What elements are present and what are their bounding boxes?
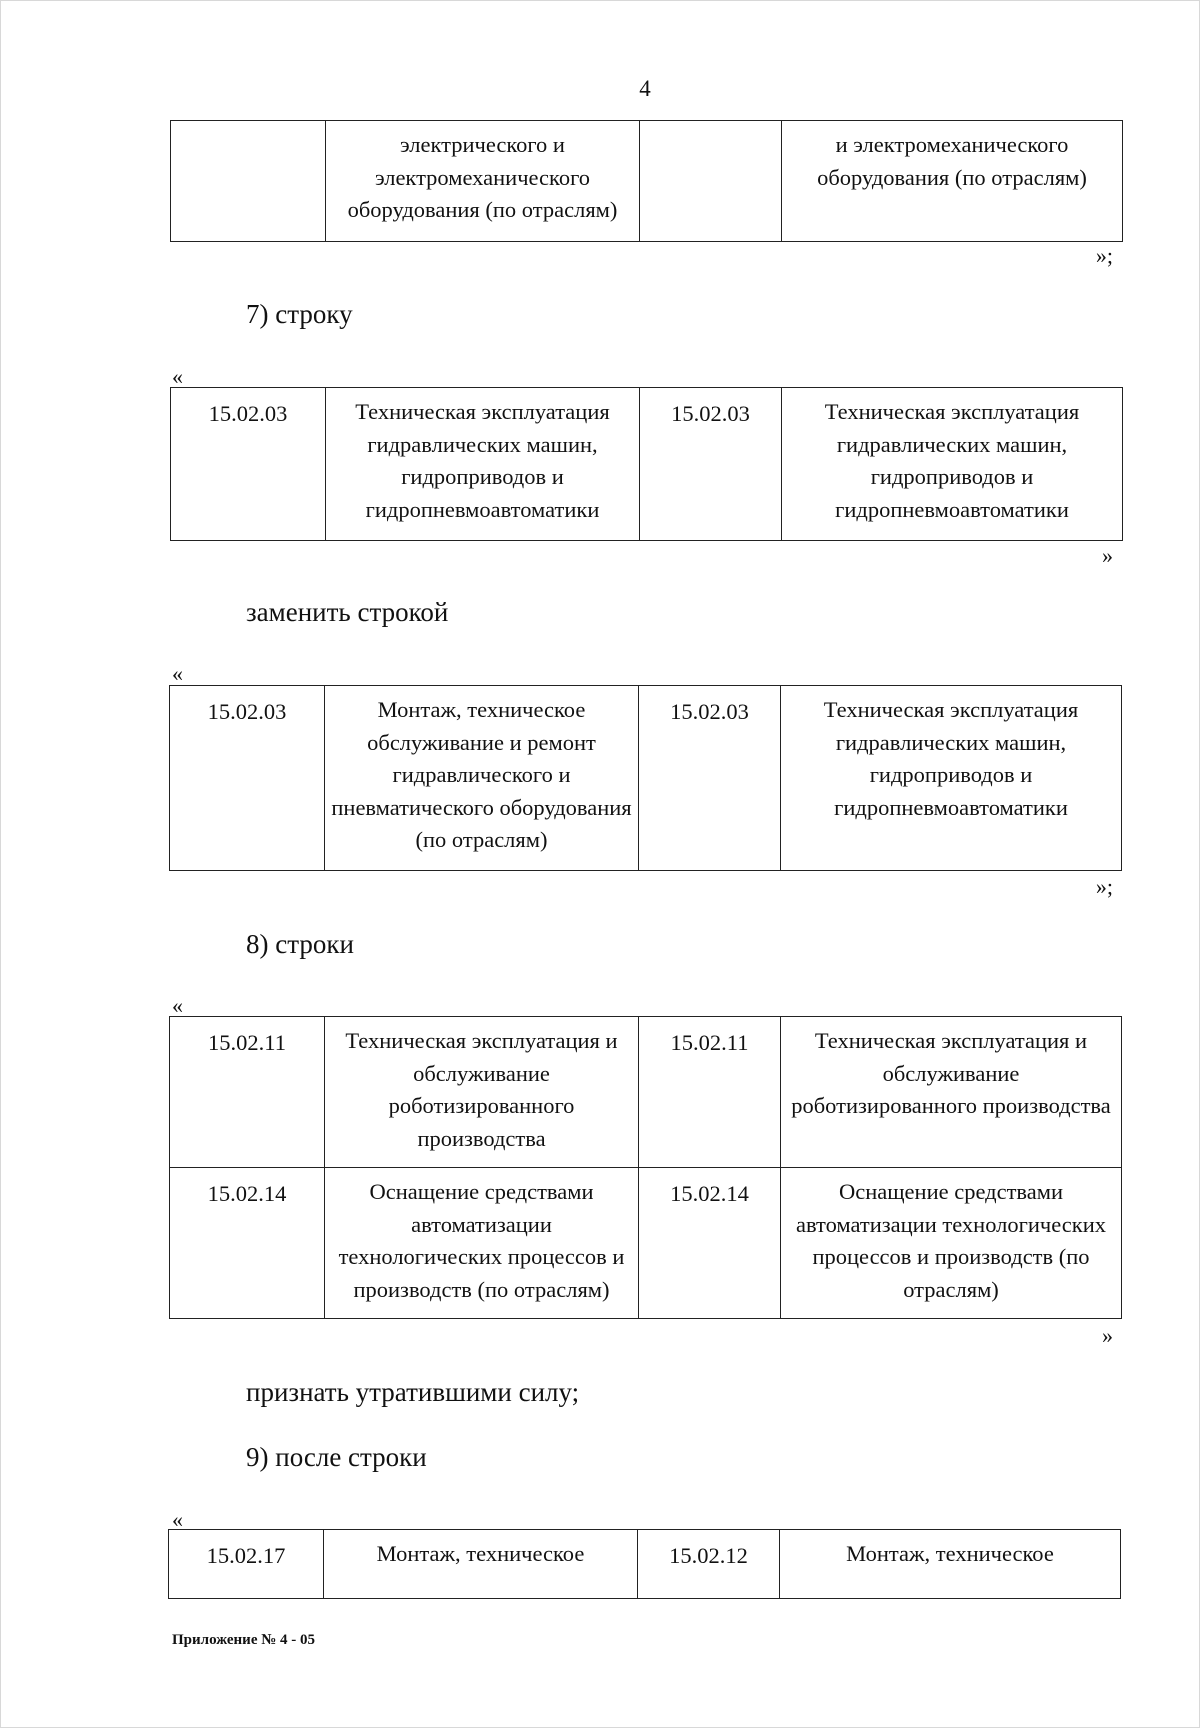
code-cell: 15.02.14 bbox=[170, 1168, 325, 1319]
page-number: 4 bbox=[639, 76, 651, 101]
closing-quote: » bbox=[1102, 1323, 1113, 1348]
closing-quote: »; bbox=[1095, 874, 1113, 899]
table-row bbox=[170, 686, 1122, 871]
name-cell: Техническая эксплуатация и обслуживание роботизированного производства bbox=[781, 1017, 1122, 1168]
name-cell: Техническая эксплуатация гидравлических машин, гидроприводов и гидропневмоавтоматики bbox=[326, 388, 640, 541]
table-item-7 bbox=[170, 387, 1123, 541]
name-cell: и электромеханического оборудования (по отраслям) bbox=[782, 121, 1123, 242]
code-cell: 15.02.17 bbox=[169, 1530, 324, 1599]
opening-quote: « bbox=[172, 1507, 183, 1532]
item-8-heading: 8) строки bbox=[246, 929, 354, 959]
opening-quote: « bbox=[172, 364, 183, 389]
code-cell: 15.02.03 bbox=[171, 388, 326, 541]
table-item-9 bbox=[168, 1529, 1121, 1599]
table-item-8 bbox=[169, 1016, 1122, 1319]
code-cell bbox=[640, 121, 782, 242]
table-row bbox=[170, 1017, 1122, 1168]
table-row bbox=[171, 121, 1123, 242]
name-cell: Оснащение средствами автоматизации технологических процессов и производств (по отраслям) bbox=[325, 1168, 639, 1319]
code-cell bbox=[171, 121, 326, 242]
code-cell: 15.02.11 bbox=[639, 1017, 781, 1168]
code-cell: 15.02.03 bbox=[640, 388, 782, 541]
code-cell: 15.02.03 bbox=[170, 686, 325, 871]
table-row bbox=[170, 1168, 1122, 1319]
name-cell: Оснащение средствами автоматизации технологических процессов и производств (по отраслям) bbox=[781, 1168, 1122, 1319]
item-7-heading: 7) строку bbox=[246, 299, 353, 329]
name-cell: Техническая эксплуатация и обслуживание роботизированного производства bbox=[325, 1017, 639, 1168]
code-cell: 15.02.12 bbox=[638, 1530, 780, 1599]
code-cell: 15.02.11 bbox=[170, 1017, 325, 1168]
name-cell: Техническая эксплуатация гидравлических машин, гидроприводов и гидропневмоавтоматики bbox=[781, 686, 1122, 871]
closing-quote: » bbox=[1102, 543, 1113, 568]
name-cell: Монтаж, техническое bbox=[324, 1530, 638, 1599]
table-row bbox=[169, 1530, 1121, 1599]
name-cell: Монтаж, техническое обслуживание и ремонт гидравлического и пневматического оборудования (по отраслям) bbox=[325, 686, 639, 871]
name-cell: Монтаж, техническое bbox=[780, 1530, 1121, 1599]
opening-quote: « bbox=[172, 993, 183, 1018]
replace-heading: заменить строкой bbox=[246, 597, 449, 627]
item-9-heading: 9) после строки bbox=[246, 1442, 427, 1472]
closing-quote: »; bbox=[1095, 243, 1113, 268]
opening-quote: « bbox=[172, 661, 183, 686]
name-cell: Техническая эксплуатация гидравлических машин, гидроприводов и гидропневмоавтоматики bbox=[782, 388, 1123, 541]
footer-appendix-label: Приложение № 4 - 05 bbox=[172, 1632, 316, 1648]
table-replace bbox=[169, 685, 1122, 871]
table-row bbox=[171, 388, 1123, 541]
code-cell: 15.02.03 bbox=[639, 686, 781, 871]
code-cell: 15.02.14 bbox=[639, 1168, 781, 1319]
table-continuation bbox=[170, 120, 1123, 242]
name-cell: электрического и электромеханического оборудования (по отраслям) bbox=[326, 121, 640, 242]
repeal-text: признать утратившими силу; bbox=[246, 1377, 580, 1407]
